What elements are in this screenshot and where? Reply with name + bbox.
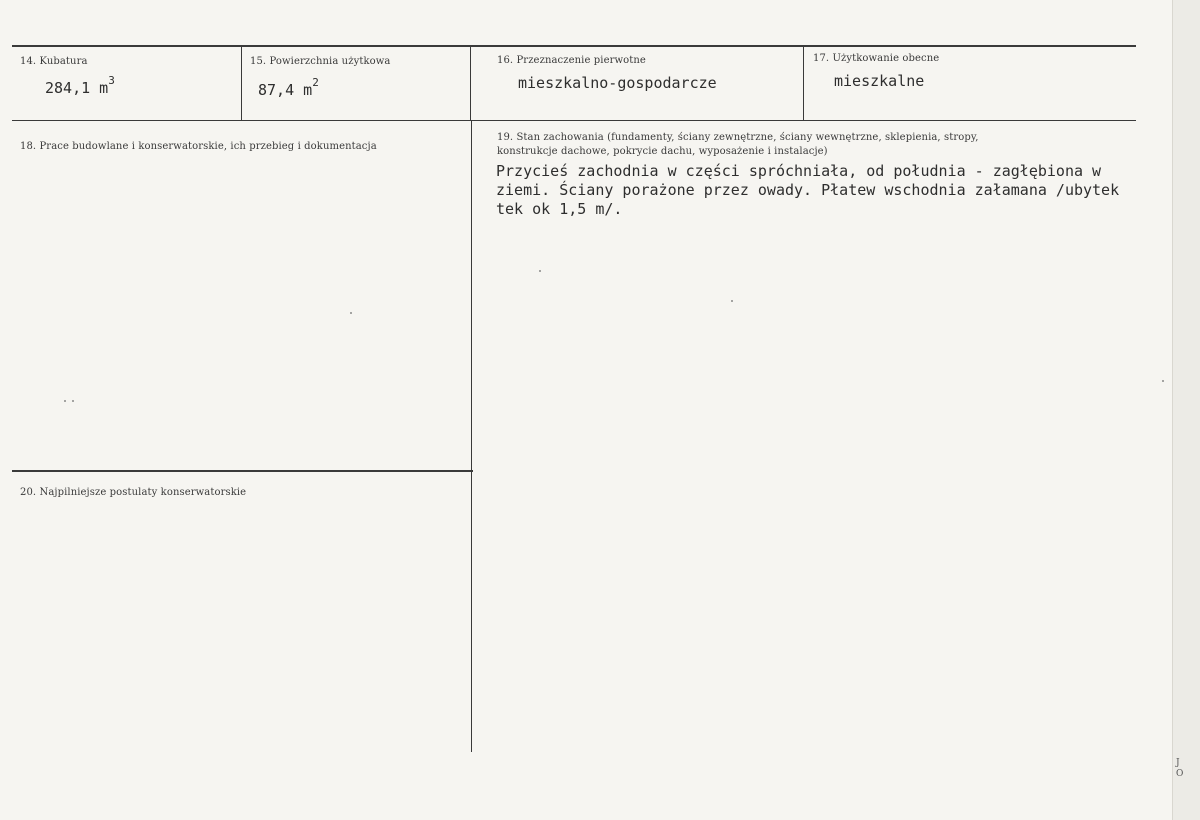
paper-speck [731,300,733,302]
paper-speck [350,312,352,314]
header-bottom-rule [12,120,1136,121]
paper-speck [72,400,74,402]
field15-unit-exponent: 2 [312,76,319,89]
divider-main-column [471,120,472,752]
field17-label: 17. Użytkowanie obecne [813,53,940,64]
section18-bottom-rule [12,470,473,472]
divider-14-15 [241,46,242,120]
top-rule [12,45,1136,47]
field15-label: 15. Powierzchnia użytkowa [250,56,391,67]
field19-text-line: ziemi. Ściany porażone przez owady. Płatew wschodnia załamana /ubytek [496,181,1120,199]
paper-speck [64,400,66,402]
field15-value [258,76,319,99]
field18-label: 18. Prace budowlane i konserwatorskie, ich przebieg i dokumentacja [20,141,377,152]
paper-speck [539,270,541,272]
divider-16-17 [803,46,804,120]
field17-value: mieszkalne [834,72,925,90]
margin-note: J O [1176,758,1184,779]
field15-value-text: 87,4 m [258,81,313,99]
field14-unit-exponent: 3 [108,74,115,87]
scan-page-edge [1172,0,1200,820]
divider-15-16 [470,46,471,120]
field19-label-line2: konstrukcje dachowe, pokrycie dachu, wyposażenie i instalacje) [497,146,828,157]
field14-value [45,74,115,97]
field16-value: mieszkalno-gospodarcze [518,74,717,92]
field16-label: 16. Przeznaczenie pierwotne [497,55,646,66]
field19-label-line1: 19. Stan zachowania (fundamenty, ściany zewnętrzne, ściany wewnętrzne, sklepienia, stropy, [497,132,979,143]
field20-label: 20. Najpilniejsze postulaty konserwatorskie [20,487,247,498]
paper-speck [1162,380,1164,382]
field14-value-text: 284,1 m [45,79,109,97]
field19-text-line: Przycieś zachodnia w części spróchniała, od południa - zagłębiona w [496,162,1102,180]
field19-text-line: tek ok 1,5 m/. [496,200,623,218]
field14-label: 14. Kubatura [20,56,88,67]
field19-text [496,162,1119,219]
